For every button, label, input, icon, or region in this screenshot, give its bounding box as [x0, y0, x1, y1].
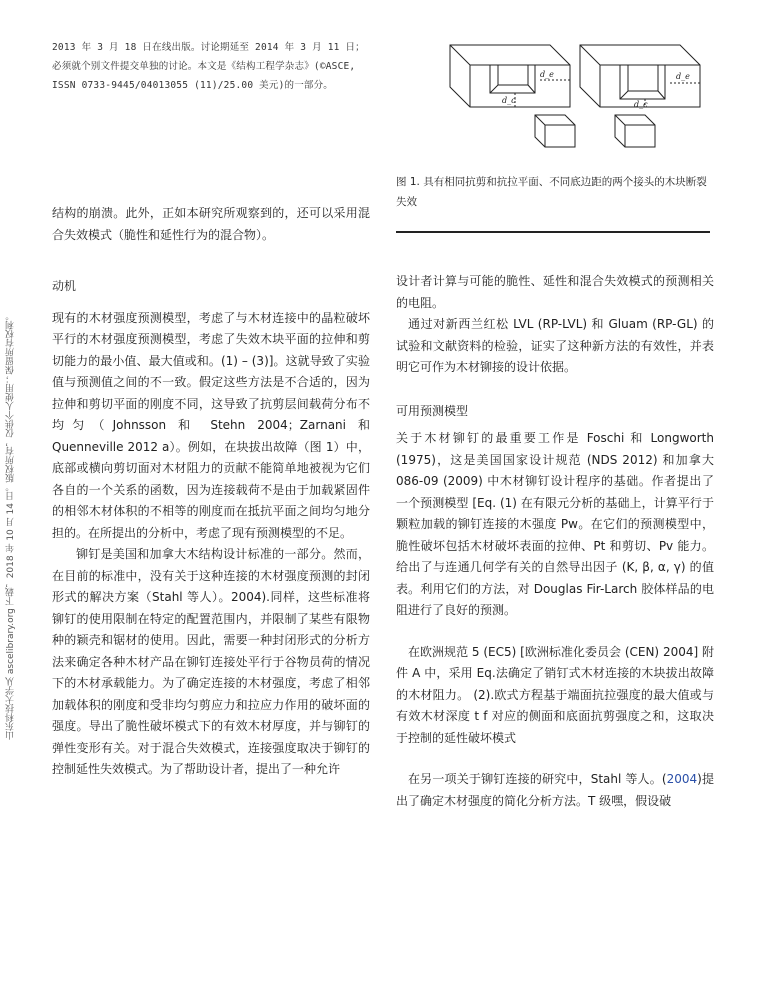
para5-end: )提出了确定木材强度的简化分析方法。T 级嘿，假设破	[396, 772, 714, 808]
publication-footnote	[52, 38, 370, 95]
right-paragraph-4: 在欧洲规范 5 (EC5) [欧洲标准化委员会 (CEN) 2004] 附件 A 中，采用 Eq.法确定了销钉式木材连接的木块拔出故障的木材阻力。 (2).欧式方程基于端面抗拉强度的最大值或与有效木材深度 t f 对应的侧面和底面抗剪强度之和，这取决于控制的延性破坏模式	[396, 644, 714, 745]
footnote-text: 2013 年 3 月 18 日在线出版。讨论期延至 2014 年 3 月 11 日；必须就个别文件提交单独的讨论。本文是《结构工程学杂志》(©ASCE, ISSN 0733-9445/04013055 (11)/25.00 美元)的一部分。	[52, 42, 365, 91]
right-column	[396, 271, 714, 812]
para5-start: 在另一项关于铆钉连接的研究中，Stahl 等人。(	[408, 772, 667, 786]
label-de-right: d_e	[676, 72, 690, 81]
motivation-paragraph-1: 现有的木材强度预测模型，考虑了与木材连接中的晶粒破坏平行的木材强度预测模型，考虑了失效木块平面的拉伸和剪切能力的最小值、最大值或和。(1) – (3)]。这就导致了实验值与预测值之间的不一致。假定这些方法是不合适的，因为拉伸和剪切平面的刚度不同，这导致了抗剪层间载荷分布不均匀（Johnsson 和 Stehn 2004；Zarnani 和 Quenneville 2012 a）。例如，在块拔出故障（图 1）中，底部或横向剪切面对木材阻力的贡献不能简单地被视为它们各自的一个关系的函数，因为连接载荷不是由于加载紧固件的相邻木材体积的不相等的刚度而在抵抗平面之间均匀地分担的。在所提出的分析中，考虑了现有预测模型的不足。	[52, 310, 370, 540]
citation-link-2004[interactable]: 2004	[666, 772, 698, 786]
label-de-left: d_e	[540, 70, 554, 79]
label-dc-left: d_c	[502, 96, 516, 105]
right-paragraph-5	[396, 769, 714, 812]
figure-caption: 图 1. 具有相同抗剪和抗拉平面、不同底边距的两个接头的木块断裂失效	[396, 176, 707, 208]
intro-paragraph: 结构的崩溃。此外，正如本研究所观察到的，还可以采用混合失效模式（脆性和延性行为的混合物）。	[52, 206, 370, 242]
watermark-text: 山东科技大学从 ascelibrary.org 下载，2018 年 10 月 14 日。版权所有，仅供个人使用；保留所有权利。	[6, 311, 16, 740]
sidebar-watermark	[4, 311, 18, 740]
timber-block-diagram	[440, 35, 730, 155]
motivation-paragraph-2: 铆钉是美国和加拿大木结构设计标准的一部分。然而，在目前的标准中，没有关于这种连接的木材强度预测的封闭形式的解决方案（Stahl 等人）。2004).同样，这些标准将铆钉的使用限制在特定的配置范围内，并限制了某些有限物种的颖壳和锯材的使用。因此，需要一种封闭形式的分析方法来确定各种木材产品在铆钉连接处平行于谷物员荷的情况下的木材承载能力。为了确定连接的木材强度，考虑了相邻加载体积的刚度和受非均匀剪应力和拉应力作用的破坏面的强度。导出了脆性破坏模式下的有效木材厚度，并与铆钉的弹性变形有关。对于混合失效模式，连接强度取决于铆钉的控制延性失效模式。为了帮助设计者，提出了一种允许	[52, 547, 370, 776]
figure-1	[440, 35, 730, 155]
right-paragraph-3: 关于木材铆钉的最重要工作是 Foschi 和 Longworth (1975)，这是美国国家设计规范 (NDS 2012) 和加拿大 086-09 (2009) 中木材铆钉设计程序的基础。作者提出了一个预测模型 [Eq. (1) 在有限元分析的基础上，计算平行于颗粒加载的铆钉连接的木强度 Pw。在它们的预测模型中，脆性破坏包括木材破坏表面的拉伸、Pt 和剪切、Pv 能力。给出了与连通几何学有关的自然导出因子 (K, β, α, γ) 的值表。利用它们的方法，对 Douglas Fir-Larch 胶体样品的电阻进行了良好的预测。	[396, 431, 714, 617]
label-dc-right: d_c	[634, 100, 648, 109]
right-paragraph-1: 设计者计算与可能的脆性、延性和混合失效模式的预测相关的电阻。	[396, 274, 714, 310]
left-column	[52, 203, 370, 781]
section-divider	[396, 231, 710, 233]
heading-prediction-models: 可用预测模型	[396, 403, 469, 418]
right-paragraph-2: 通过对新西兰红松 LVL (RP-LVL) 和 Gluam (RP-GL) 的试验和文献资料的检验，证实了这种新方法的有效性，并表明它可作为木材铆接的设计依据。	[396, 317, 714, 374]
heading-motivation: 动机	[52, 279, 77, 293]
